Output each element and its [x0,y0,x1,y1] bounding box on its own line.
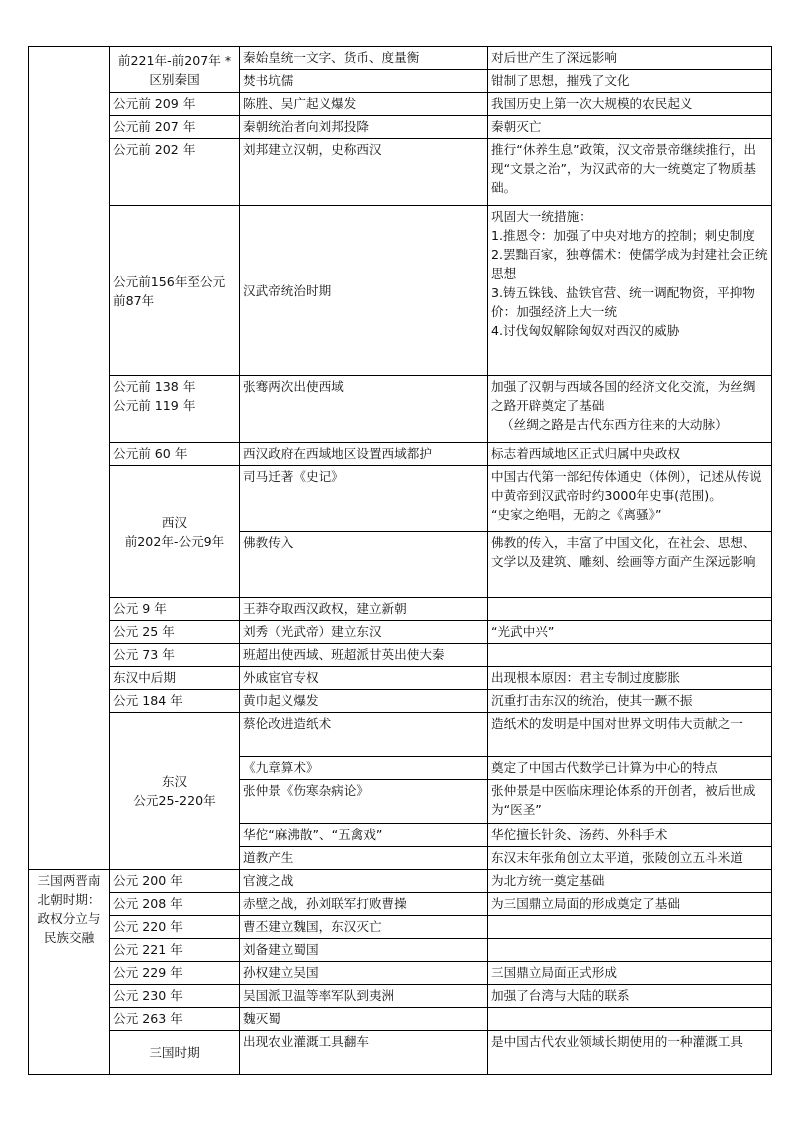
date-cell: 公元 263 年 [110,1008,240,1031]
table-row [29,985,772,1008]
table-row [29,598,772,621]
table-row [29,116,772,139]
date-cell: 公元 208 年 [110,893,240,916]
date-cell [110,713,240,870]
date-cell: 公元 25 年 [110,621,240,644]
table-row [29,916,772,939]
date-cell: 三国时期 [110,1031,240,1075]
significance-cell: 沉重打击东汉的统治，使其一蹶不振 [488,690,772,713]
table-row [29,621,772,644]
significance-cell: 为三国鼎立局面的形成奠定了基础 [488,893,772,916]
significance-line: 巩固大一统措施： [491,209,592,224]
significance-cell: 造纸术的发明是中国对世界文明伟大贡献之一 [488,713,772,757]
event-cell: 魏灭蜀 [240,1008,488,1031]
event-cell: 秦始皇统一文字、货币、度量衡 [240,47,488,70]
table-row [29,1008,772,1031]
event-cell: 华佗“麻沸散”、“五禽戏” [240,824,488,847]
significance-line: 加强了汉朝与西域各国的经济文化交流，为丝绸之路开辟奠定了基础 [491,379,756,413]
table-row [29,443,772,466]
significance-cell: 佛教的传入，丰富了中国文化，在社会、思想、文学以及建筑、雕刻、绘画等方面产生深远影响 [488,532,772,598]
table-row [29,939,772,962]
event-cell: 道教产生 [240,847,488,870]
table-row [29,1031,772,1075]
table-row [29,893,772,916]
event-cell: 官渡之战 [240,870,488,893]
table-row [29,667,772,690]
event-cell: 张骞两次出使西域 [240,376,488,443]
date-cell: 公元 184 年 [110,690,240,713]
significance-cell [488,466,772,532]
significance-cell [488,376,772,443]
date-cell: 公元前 202 年 [110,139,240,206]
significance-line: 3.铸五铢钱、盐铁官营、统一调配物资，平抑物价：加强经济上大一统 [491,285,755,319]
date-cell: 公元前 60 年 [110,443,240,466]
date-cell: 公元前 207 年 [110,116,240,139]
significance-line: “史家之绝唱，无韵之《离骚》” [491,507,662,522]
date-cell: 前221年-前207年 *区别秦国 [110,47,240,93]
table-row [29,644,772,667]
significance-cell: 加强了台湾与大陆的联系 [488,985,772,1008]
significance-cell: 东汉末年张角创立太平道，张陵创立五斗米道 [488,847,772,870]
event-cell: 吴国派卫温等率军队到夷洲 [240,985,488,1008]
significance-cell: 张仲景是中医临床理论体系的开创者，被后世成为“医圣” [488,780,772,824]
significance-cell: 推行“休养生息”政策，汉文帝景帝继续推行，出现“文景之治”，为汉武帝的大一统奠定了物质基础。 [488,139,772,206]
event-cell: 王莽夺取西汉政权，建立新朝 [240,598,488,621]
event-cell: 焚书坑儒 [240,70,488,93]
significance-cell: 为北方统一奠定基础 [488,870,772,893]
history-timeline-table [28,46,772,1075]
date-cell: 公元 9 年 [110,598,240,621]
event-cell: 外戚宦官专权 [240,667,488,690]
event-cell: 赤壁之战，孙刘联军打败曹操 [240,893,488,916]
significance-cell: 对后世产生了深远影响 [488,47,772,70]
significance-cell [488,206,772,376]
date-line: 公元25-220年 [133,793,216,808]
date-cell: 公元前 209 年 [110,93,240,116]
table-row [29,206,772,376]
significance-cell [488,598,772,621]
date-cell: 东汉中后期 [110,667,240,690]
significance-cell [488,1008,772,1031]
significance-cell: 出现根本原因：君主专制过度膨胀 [488,667,772,690]
event-cell: 刘邦建立汉朝，史称西汉 [240,139,488,206]
significance-cell: “光武中兴” [488,621,772,644]
event-cell: 班超出使西域、班超派甘英出使大秦 [240,644,488,667]
event-cell: 张仲景《伤寒杂病论》 [240,780,488,824]
date-cell: 公元 230 年 [110,985,240,1008]
date-cell: 公元 73 年 [110,644,240,667]
significance-cell: 华佗擅长针灸、汤药、外科手术 [488,824,772,847]
significance-line: （丝绸之路是古代东西方往来的大动脉） [501,417,728,432]
date-line: 西汉 [161,514,188,530]
table-row [29,713,772,757]
date-cell: 公元 220 年 [110,916,240,939]
period-label: 三国两晋南北朝时期：政权分立与民族交融 [29,870,110,1075]
event-cell: 孙权建立吴国 [240,962,488,985]
table-row [29,376,772,443]
event-cell: 《九章算术》 [240,757,488,780]
event-cell: 陈胜、吴广起义爆发 [240,93,488,116]
table-row [29,690,772,713]
significance-cell: 奠定了中国古代数学已计算为中心的特点 [488,757,772,780]
significance-cell: 是中国古代农业领域长期使用的一种灌溉工具 [488,1031,772,1075]
significance-line: 中国古代第一部纪传体通史（体例），记述从传说中黄帝到汉武帝时约3000年史事(范围)。 [491,469,762,503]
significance-cell: 三国鼎立局面正式形成 [488,962,772,985]
date-cell: 公元 221 年 [110,939,240,962]
significance-line: 2.罢黜百家，独尊儒术：使儒学成为封建社会正统思想 [491,247,768,281]
event-cell: 西汉政府在西域地区设置西域都护 [240,443,488,466]
table-row [29,47,772,70]
table-row [29,870,772,893]
event-cell: 佛教传入 [240,532,488,598]
significance-cell [488,644,772,667]
event-cell: 刘秀（光武帝）建立东汉 [240,621,488,644]
date-cell: 公元 200 年 [110,870,240,893]
event-cell: 曹丕建立魏国，东汉灭亡 [240,916,488,939]
table-row [29,139,772,206]
date-line: 东汉 [161,774,188,789]
event-cell: 黄巾起义爆发 [240,690,488,713]
significance-line: 1.推恩令：加强了中央对地方的控制；刺史制度 [491,228,755,243]
event-cell: 出现农业灌溉工具翻车 [240,1031,488,1075]
date-line: 公元前 138 年 [113,379,196,394]
date-line: 前202年-公元9年 [124,533,225,549]
table-row [29,466,772,532]
significance-cell: 我国历史上第一次大规模的农民起义 [488,93,772,116]
significance-cell: 秦朝灭亡 [488,116,772,139]
table-row [29,93,772,116]
significance-cell [488,916,772,939]
event-cell: 刘备建立蜀国 [240,939,488,962]
date-cell: 公元 229 年 [110,962,240,985]
event-cell: 蔡伦改进造纸术 [240,713,488,757]
event-cell: 汉武帝统治时期 [240,206,488,376]
event-cell: 秦朝统治者向刘邦投降 [240,116,488,139]
event-cell: 司马迁著《史记》 [240,466,488,532]
date-line: 公元前 119 年 [113,398,196,413]
significance-cell [488,939,772,962]
period-cell-empty [29,47,110,870]
date-cell: 公元前156年至公元前87年 [110,206,240,376]
table-row [29,962,772,985]
date-cell [110,466,240,598]
date-cell [110,376,240,443]
significance-cell: 标志着西域地区正式归属中央政权 [488,443,772,466]
significance-cell: 钳制了思想，摧残了文化 [488,70,772,93]
significance-line: 4.讨伐匈奴解除匈奴对西汉的威胁 [491,323,680,338]
